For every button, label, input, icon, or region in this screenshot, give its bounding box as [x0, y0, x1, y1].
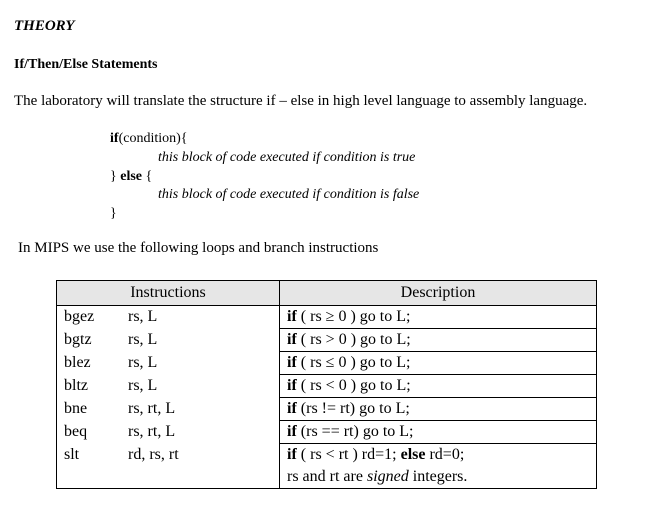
note-post: integers.	[412, 468, 468, 485]
note-pre: rs and rt are	[287, 468, 363, 485]
description: (rs == rt) go to L;	[300, 423, 414, 440]
instruction-cell	[57, 375, 280, 398]
instruction-cell	[57, 398, 280, 421]
description-cell	[280, 329, 597, 352]
if-keyword: if	[287, 446, 297, 463]
description: ( rs > 0 ) go to L;	[300, 331, 411, 348]
mnemonic: blez	[64, 353, 91, 371]
description-cell	[280, 398, 597, 421]
table-header-row	[57, 281, 597, 306]
mnemonic: bgez	[64, 308, 95, 325]
intro-paragraph: The laboratory will translate the structure if – else in high level language to assembly language.	[14, 93, 588, 109]
description-cell	[280, 375, 597, 398]
code-if-keyword: if	[110, 131, 119, 146]
mnemonic: bltz	[64, 376, 88, 394]
header-instructions: Instructions	[57, 281, 280, 306]
description: ( rs < rt ) rd=1;	[300, 446, 397, 463]
operands: rs, L	[128, 353, 158, 371]
code-else-close: }	[110, 169, 117, 184]
if-keyword: if	[287, 400, 297, 417]
description: ( rs ≤ 0 ) go to L;	[300, 354, 411, 371]
operands: rs, L	[128, 330, 158, 348]
description: ( rs ≥ 0 ) go to L;	[300, 308, 411, 325]
operands: rs, rt, L	[128, 422, 176, 440]
if-keyword: if	[287, 354, 297, 371]
if-keyword: if	[287, 308, 297, 325]
table-row	[57, 444, 597, 489]
code-false-text: this block of code executed if condition is false	[158, 187, 420, 202]
mnemonic: beq	[64, 422, 88, 440]
code-end-brace: }	[110, 206, 117, 221]
table-row	[57, 421, 597, 444]
table-row	[57, 329, 597, 352]
description-cell	[280, 352, 597, 375]
instruction-cell	[57, 329, 280, 352]
description-cell	[280, 306, 597, 329]
operands: rd, rs, rt	[128, 445, 179, 463]
if-keyword: if	[287, 331, 297, 348]
instruction-cell	[57, 421, 280, 444]
operands: rs, rt, L	[128, 399, 176, 417]
table-row	[57, 398, 597, 421]
mnemonic: bgtz	[64, 330, 92, 348]
instruction-cell	[57, 444, 280, 489]
header-description: Description	[280, 281, 597, 306]
mips-intro: In MIPS we use the following loops and branch instructions	[18, 240, 379, 256]
section-heading: THEORY	[14, 18, 75, 34]
code-else-open: {	[145, 169, 153, 184]
mnemonic: slt	[64, 445, 80, 463]
if-keyword: if	[287, 377, 297, 394]
code-if-condition: (condition){	[118, 131, 188, 146]
else-description: rd=0;	[429, 446, 465, 463]
operands: rs, L	[128, 376, 158, 394]
description-cell	[280, 421, 597, 444]
table-row	[57, 306, 597, 329]
note-signed: signed	[366, 468, 409, 485]
if-keyword: if	[287, 423, 297, 440]
code-else-keyword: else	[120, 169, 142, 184]
instruction-table	[56, 280, 597, 489]
instruction-cell	[57, 352, 280, 375]
code-if-line	[110, 131, 188, 147]
table-row	[57, 352, 597, 375]
description: (rs != rt) go to L;	[300, 400, 410, 417]
description: ( rs < 0 ) go to L;	[300, 377, 411, 394]
else-keyword: else	[400, 446, 426, 463]
code-false-comment	[158, 187, 419, 203]
description-cell	[280, 444, 597, 489]
operands: rs, L	[128, 308, 158, 325]
subsection-heading: If/Then/Else Statements	[14, 57, 158, 72]
code-true-comment	[158, 150, 415, 166]
code-true-text: this block of code executed if condition is true	[158, 150, 416, 165]
mnemonic: bne	[64, 399, 88, 417]
instruction-cell	[57, 306, 280, 329]
table-row	[57, 375, 597, 398]
code-else-line	[110, 169, 152, 185]
